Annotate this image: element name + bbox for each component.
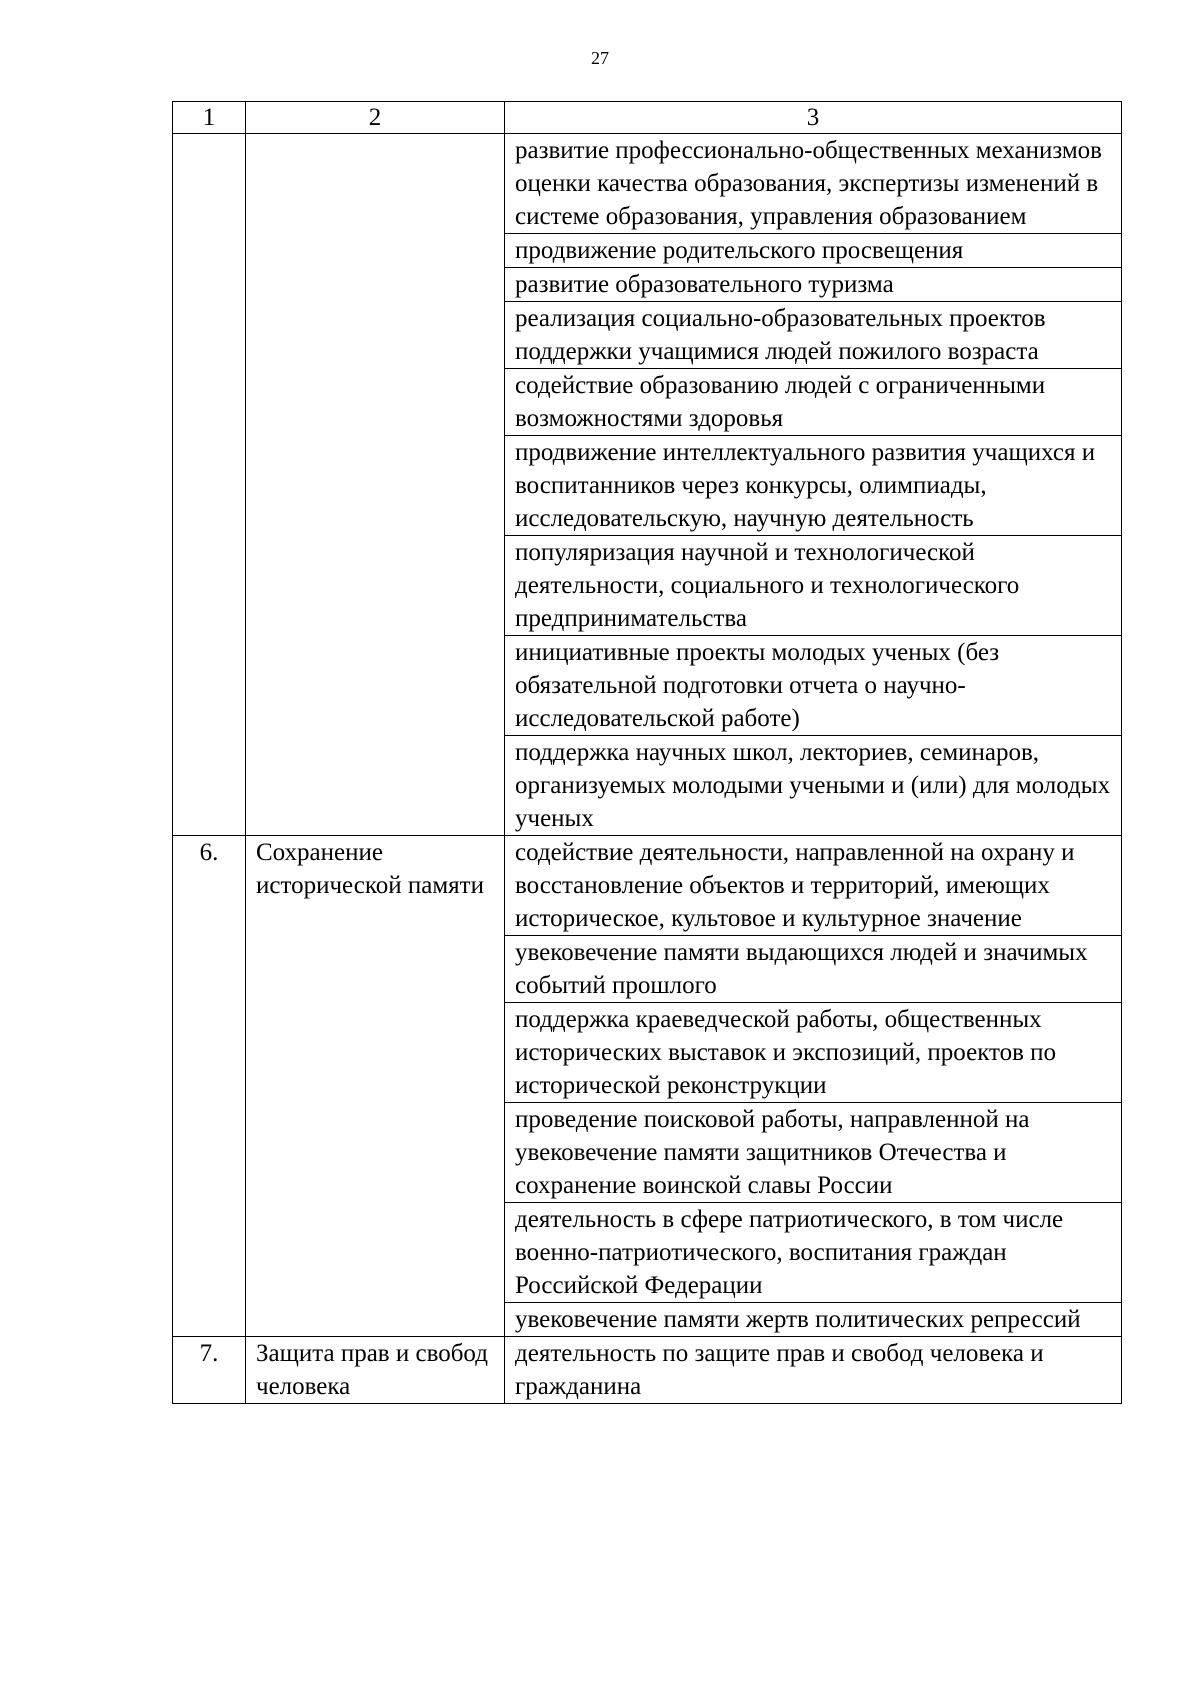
activity-cell: реализация социально-образовательных проектов поддержки учащимися людей пожилого возраста xyxy=(505,302,1122,369)
group-name-cell: Защита прав и свобод человека xyxy=(246,1337,505,1404)
activity-cell: продвижение родительского просвещения xyxy=(505,234,1122,268)
group-number-cell xyxy=(173,134,246,836)
activity-cell: поддержка краеведческой работы, общественных исторических выставок и экспозиций, проектов по исторической реконструкции xyxy=(505,1003,1122,1103)
activity-cell: развитие профессионально-общественных механизмов оценки качества образования, экспертизы изменений в системе образования, управления образованием xyxy=(505,134,1122,234)
activity-cell: содействие образованию людей с ограниченными возможностями здоровья xyxy=(505,369,1122,436)
activity-cell: увековечение памяти выдающихся людей и значимых событий прошлого xyxy=(505,936,1122,1003)
activity-cell: увековечение памяти жертв политических репрессий xyxy=(505,1303,1122,1337)
header-col-2: 2 xyxy=(246,102,505,134)
directions-table xyxy=(172,101,1122,1404)
activity-cell: развитие образовательного туризма xyxy=(505,268,1122,302)
activity-cell: инициативные проекты молодых ученых (без обязательной подготовки отчета о научно-исследовательской работе) xyxy=(505,636,1122,736)
group-name-cell: Сохранение исторической памяти xyxy=(246,836,505,1337)
table-body xyxy=(173,134,1122,1404)
table-row xyxy=(173,836,1122,936)
table-header xyxy=(173,102,1122,134)
activity-cell: деятельность в сфере патриотического, в том числе военно-патриотического, воспитания граждан Российской Федерации xyxy=(505,1203,1122,1303)
group-number-cell: 7. xyxy=(173,1337,246,1404)
activity-cell: поддержка научных школ, лекториев, семинаров, организуемых молодыми учеными и (или) для молодых ученых xyxy=(505,736,1122,836)
activity-cell: продвижение интеллектуального развития учащихся и воспитанников через конкурсы, олимпиады, исследовательскую, научную деятельность xyxy=(505,436,1122,536)
group-number-cell: 6. xyxy=(173,836,246,1337)
header-col-3: 3 xyxy=(505,102,1122,134)
activity-cell: популяризация научной и технологической деятельности, социального и технологического предпринимательства xyxy=(505,536,1122,636)
header-row xyxy=(173,102,1122,134)
header-col-1: 1 xyxy=(173,102,246,134)
activity-cell: содействие деятельности, направленной на охрану и восстановление объектов и территорий, имеющих историческое, культовое и культурное значение xyxy=(505,836,1122,936)
table-row xyxy=(173,134,1122,234)
activity-cell: деятельность по защите прав и свобод человека и гражданина xyxy=(505,1337,1122,1404)
page-number: 27 xyxy=(591,48,609,68)
activity-cell: проведение поисковой работы, направленной на увековечение памяти защитников Отечества и сохранение воинской славы России xyxy=(505,1103,1122,1203)
group-name-cell xyxy=(246,134,505,836)
table-row xyxy=(173,1337,1122,1404)
